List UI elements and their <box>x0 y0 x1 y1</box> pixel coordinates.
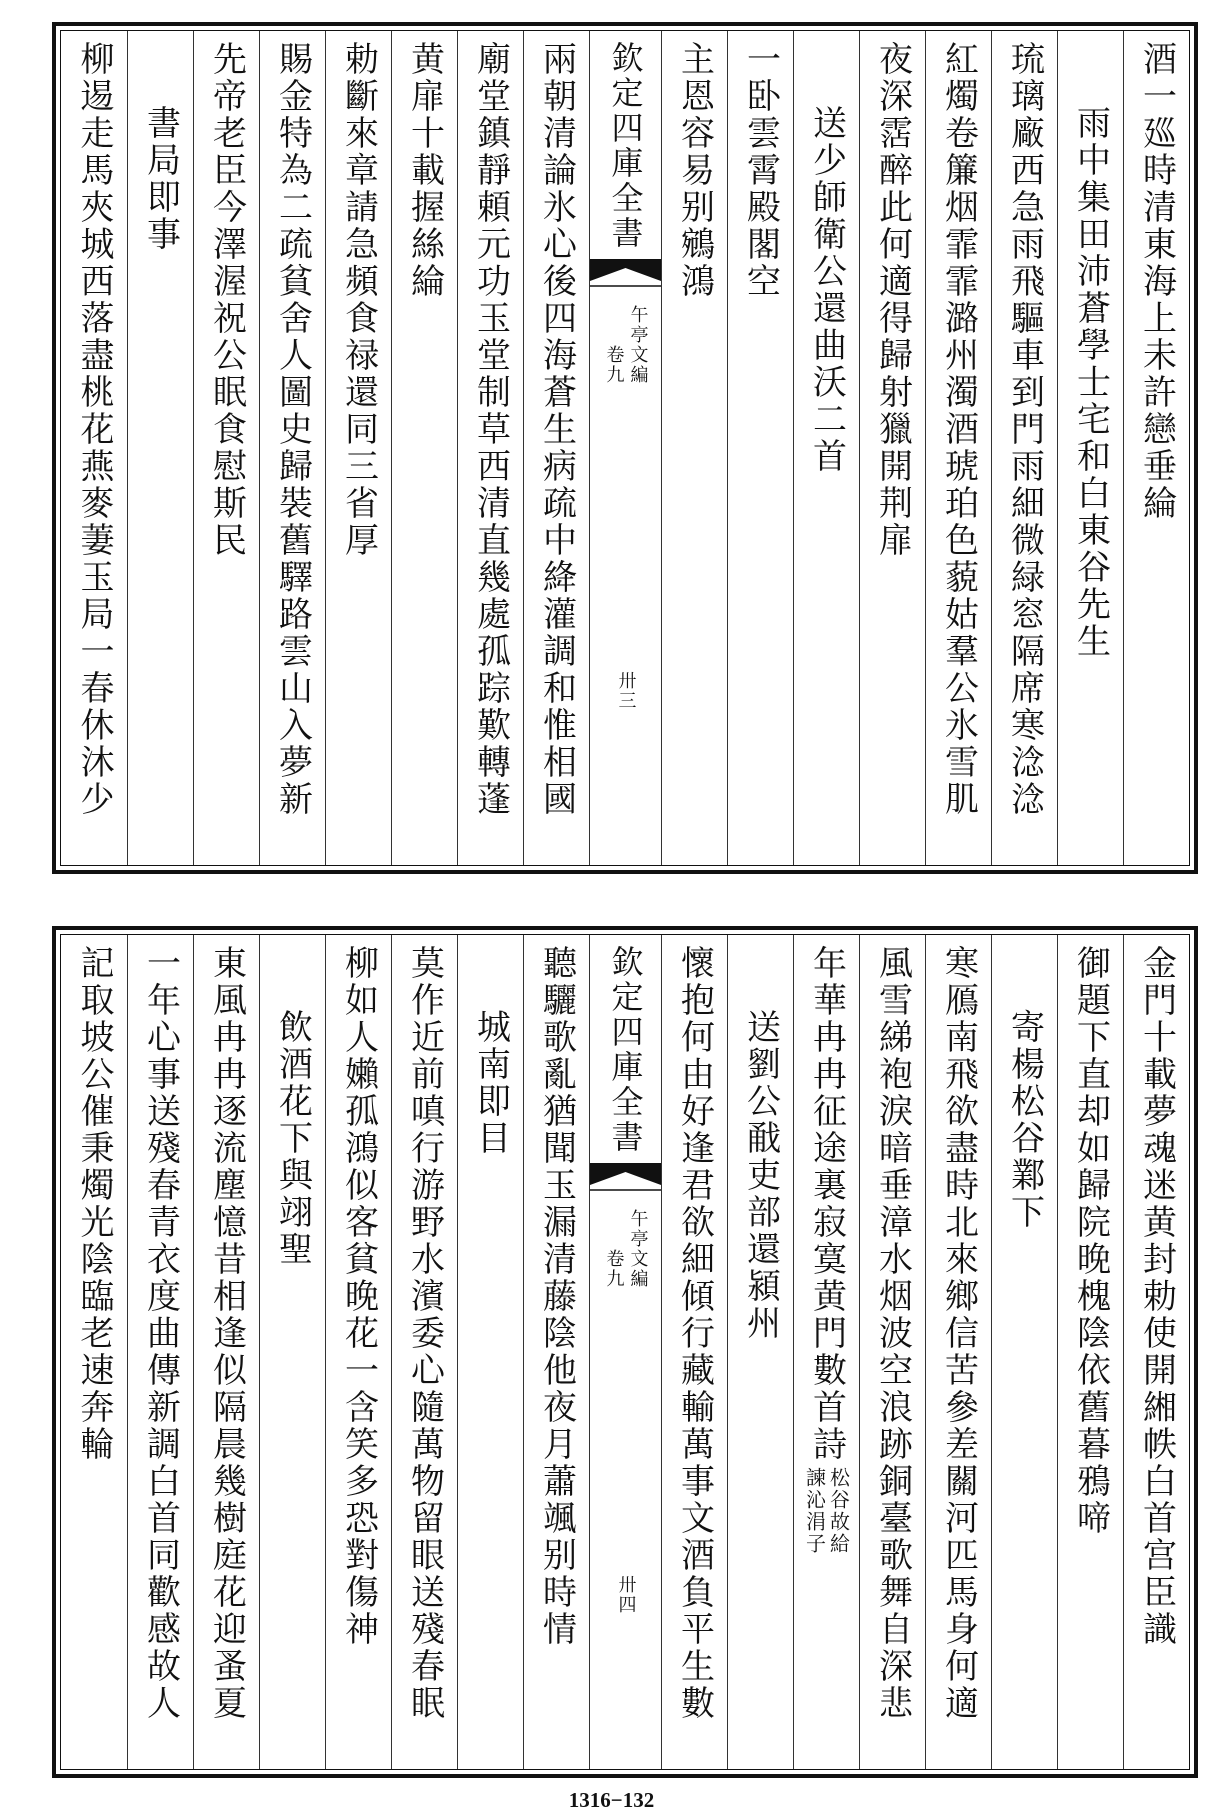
verse-column <box>1057 935 1123 1769</box>
column-text: 東風冉冉逐流塵憶昔相逢似隔晨幾樹庭花迎蚤夏 <box>206 945 247 1722</box>
fishtail-mark-icon <box>590 259 661 289</box>
verse-column <box>391 935 457 1769</box>
title-column <box>1057 31 1123 865</box>
column-text: 御題下直却如歸院晚槐陰依舊暮鴉啼 <box>1070 945 1111 1537</box>
page-footer-number: 1316−132 <box>568 1788 655 1812</box>
column-text: 年華冉冉征途裏寂寞黄門數首詩 <box>806 945 847 1463</box>
fishtail-mark-icon <box>590 1163 661 1193</box>
column-text: 記取坡公催秉燭光陰臨老速奔輪 <box>74 945 114 1463</box>
title-column <box>727 935 793 1769</box>
verse-column <box>325 31 391 865</box>
verse-column <box>325 935 391 1769</box>
verse-column <box>661 31 727 865</box>
volume-label: 卷九 <box>603 345 625 385</box>
interlinear-note <box>802 1467 851 1555</box>
column-text: 懷抱何由好逢君欲細傾行藏輸萬事文酒負平生數 <box>674 945 715 1722</box>
volume-label: 卷九 <box>603 1249 625 1289</box>
note-line: 諫沁涓子 <box>802 1467 827 1555</box>
page-number-text: 卅三 <box>615 671 637 711</box>
upper-text-frame <box>60 30 1190 866</box>
title-column <box>457 935 523 1769</box>
verse-column <box>793 935 859 1769</box>
title-column <box>127 31 193 865</box>
collection-title: 欽定四庫全書 <box>606 945 645 1155</box>
column-text: 夜深霑醉此何適得歸射獵開荆扉 <box>872 41 913 559</box>
lower-half-page <box>52 926 1198 1778</box>
column-text: 柳如人嬾孤鴻似客貧晚花一含笑多恐對傷神 <box>338 945 379 1648</box>
verse-column <box>991 31 1057 865</box>
column-text: 風雪綈袍淚暗垂漳水烟波空浪跡銅臺歌舞自深悲 <box>872 945 913 1722</box>
column-text: 送少師衛公還曲沃二首 <box>806 105 847 475</box>
column-text: 一卧雲霄殿閣空 <box>740 41 781 300</box>
column-text: 金門十載夢魂迷黄封勅使開緗帙白首宫臣識 <box>1136 945 1177 1648</box>
verse-column <box>1123 31 1189 865</box>
verse-column <box>523 31 589 865</box>
column-text: 寄楊松谷鄴下 <box>1004 1009 1045 1231</box>
title-column <box>259 935 325 1769</box>
column-text: 琉璃廠西急雨飛驅車到門雨細微緑窓隔席寒淰淰 <box>1004 41 1045 818</box>
verse-column <box>727 31 793 865</box>
column-text: 紅燭卷簾烟霏霏潞州濁酒琥珀色藐姑羣公氷雪肌 <box>938 41 979 818</box>
column-text: 聽驪歌亂猶聞玉漏清藤陰他夜月蕭颯别時情 <box>536 945 577 1648</box>
page-number <box>617 1575 635 1619</box>
column-text: 送劉公㦷吏部還潁州 <box>740 1009 781 1342</box>
column-text: 先帝老臣今澤渥祝公眠食慰斯民 <box>206 41 247 559</box>
column-text: 城南即目 <box>470 1009 511 1157</box>
column-text: 雨中集田沛蒼學士宅和白東谷先生 <box>1070 105 1111 660</box>
lower-text-frame <box>60 934 1190 1770</box>
column-text: 柳逷走馬夾城西落盡桃花燕麥萋玉局一春休沐少 <box>74 41 114 818</box>
verse-column <box>61 31 127 865</box>
collection-title: 欽定四庫全書 <box>606 41 645 251</box>
verse-column <box>127 935 193 1769</box>
verse-column <box>391 31 457 865</box>
column-text: 兩朝清論氷心後四海蒼生病疏中絳灌調和惟相國 <box>536 41 577 818</box>
column-text: 賜金特為二疏貧舍人圖史歸裝舊驛路雲山入夢新 <box>272 41 313 818</box>
fold-heading <box>605 1209 647 1289</box>
book-title: 午亭文編 <box>627 305 649 385</box>
page-number <box>617 671 635 715</box>
center-fold-column <box>589 31 661 865</box>
column-text: 書局即事 <box>140 105 181 253</box>
verse-column <box>925 31 991 865</box>
page-number-text: 卅四 <box>615 1575 637 1615</box>
column-text: 勅斷來章請急頻食禄還同三省厚 <box>338 41 379 559</box>
verse-column <box>859 935 925 1769</box>
verse-column <box>661 935 727 1769</box>
verse-column <box>859 31 925 865</box>
verse-column <box>523 935 589 1769</box>
upper-half-page <box>52 22 1198 874</box>
verse-column <box>193 31 259 865</box>
title-column <box>991 935 1057 1769</box>
verse-column <box>193 935 259 1769</box>
column-text: 寒鴈南飛欲盡時北來鄉信苦參差關河匹馬身何適 <box>938 945 979 1722</box>
column-text: 廟堂鎮靜頼元功玉堂制草西清直幾處孤踪歎轉蓬 <box>470 41 511 818</box>
verse-column <box>61 935 127 1769</box>
note-line: 松谷故給 <box>826 1467 851 1555</box>
column-text: 飲酒花下與翊聖 <box>272 1009 313 1268</box>
column-text: 莫作近前嗔行游野水濱委心隨萬物留眼送殘春眠 <box>404 945 445 1722</box>
verse-column <box>925 935 991 1769</box>
column-text: 黄扉十載握絲綸 <box>404 41 445 300</box>
column-text: 酒一廵時清東海上未許戀垂綸 <box>1136 41 1177 522</box>
verse-column <box>1123 935 1189 1769</box>
verse-column <box>457 31 523 865</box>
fold-heading <box>605 305 647 385</box>
book-title: 午亭文編 <box>627 1209 649 1289</box>
title-column <box>793 31 859 865</box>
center-fold-column <box>589 935 661 1769</box>
column-text: 主恩容易别鵷鴻 <box>674 41 715 300</box>
verse-column <box>259 31 325 865</box>
column-text: 一年心事送殘春青衣度曲傳新調白首同歡感故人 <box>140 945 181 1722</box>
